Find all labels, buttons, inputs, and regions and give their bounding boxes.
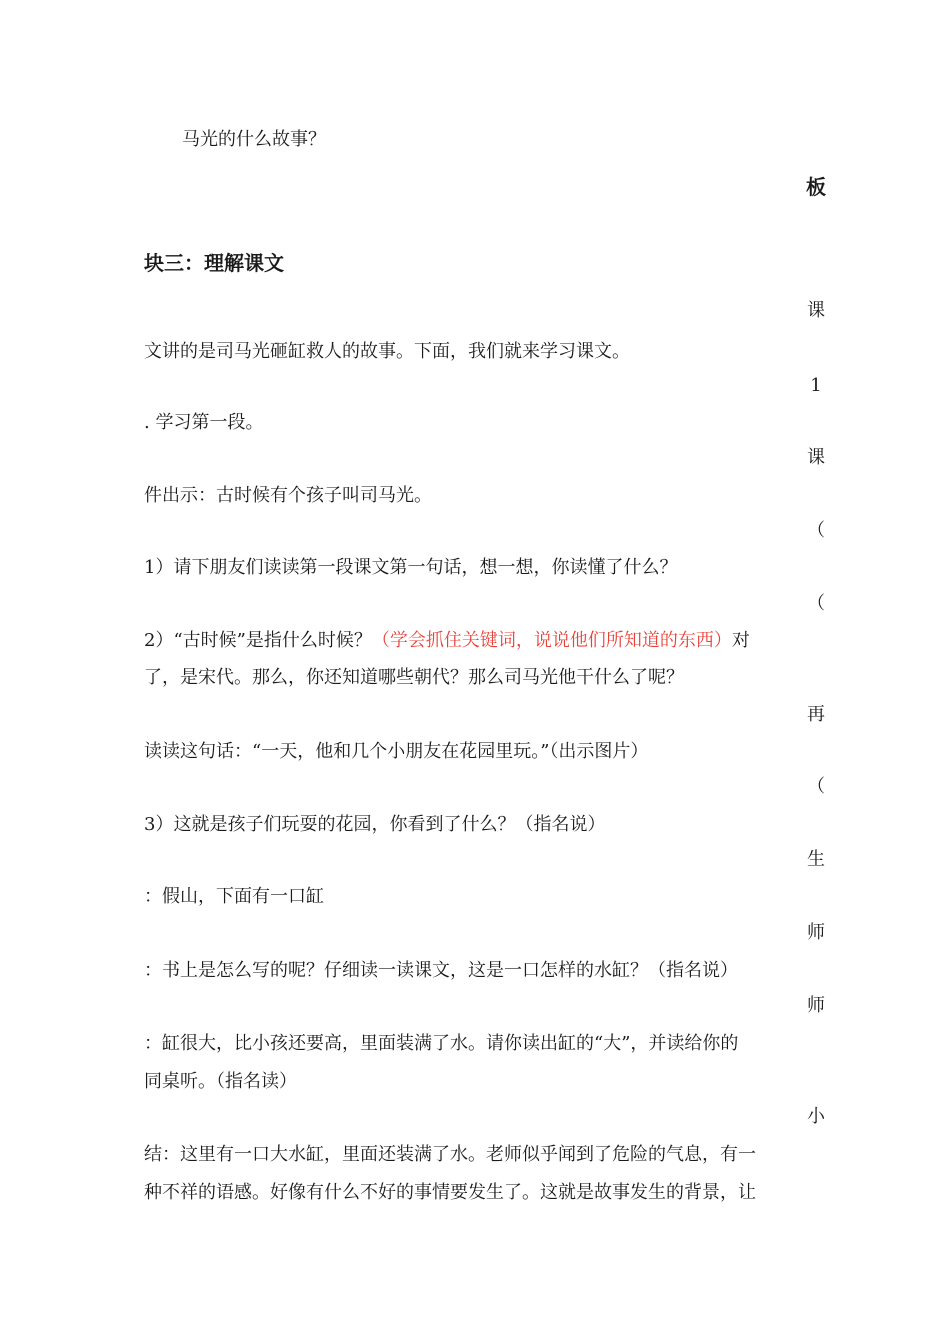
text-line-6	[144, 630, 750, 652]
margin-char-9: 生	[807, 849, 825, 870]
margin-char-8: （	[807, 776, 825, 797]
text-line-4: 件出示：古时候有个孩子叫司马光。	[144, 485, 432, 506]
text-line-1: 马光的什么故事？	[182, 129, 326, 150]
text-line-10: ：假山，下面有一口缸	[144, 886, 324, 907]
margin-char-5: （	[807, 520, 825, 541]
text-line-11: ：书上是怎么写的呢？仔细读一读课文，这是一口怎样的水缸？（指名说）	[144, 960, 738, 981]
text-line-5: 1）请下朋友们读读第一段课文第一句话，想一想，你读懂了什么？	[144, 557, 678, 578]
text-line-7: 了，是宋代。那么，你还知道哪些朝代？那么司马光他干什么了呢？	[144, 667, 684, 688]
text-line-9: 3）这就是孩子们玩耍的花园，你看到了什么？（指名说）	[144, 814, 606, 835]
text-line-3: . 学习第一段。	[144, 412, 264, 433]
question-continuation: 对	[731, 630, 750, 651]
margin-char-12: 小	[807, 1106, 825, 1127]
text-line-2: 文讲的是司马光砸缸救人的故事。下面，我们就来学习课文。	[144, 341, 630, 362]
margin-char-6: （	[807, 593, 825, 614]
margin-char-11: 师	[807, 995, 825, 1016]
text-line-12: ：缸很大，比小孩还要高，里面装满了水。请你读出缸的“大”，并读给你的	[144, 1033, 739, 1054]
margin-char-3: 1	[810, 375, 822, 396]
teaching-note-highlight: （学会抓住关键词，说说他们所知道的东西）	[371, 630, 732, 651]
margin-char-2: 课	[807, 300, 825, 321]
text-line-15: 种不祥的语感。好像有什么不好的事情要发生了。这就是故事发生的背景，让	[144, 1182, 756, 1203]
text-line-13: 同桌听。（指名读）	[144, 1071, 297, 1092]
margin-char-10: 师	[807, 922, 825, 943]
margin-char-7: 再	[807, 704, 825, 725]
margin-char-1: 板	[806, 175, 826, 199]
text-line-8: 读读这句话：“一天，他和几个小朋友在花园里玩。”（出示图片）	[144, 741, 649, 762]
section-heading: 块三：理解课文	[144, 251, 284, 275]
margin-char-4: 课	[807, 447, 825, 468]
text-line-14: 结：这里有一口大水缸，里面还装满了水。老师似乎闻到了危险的气息，有一	[144, 1144, 756, 1165]
question-text: 2）“古时候”是指什么时候？	[144, 630, 372, 651]
